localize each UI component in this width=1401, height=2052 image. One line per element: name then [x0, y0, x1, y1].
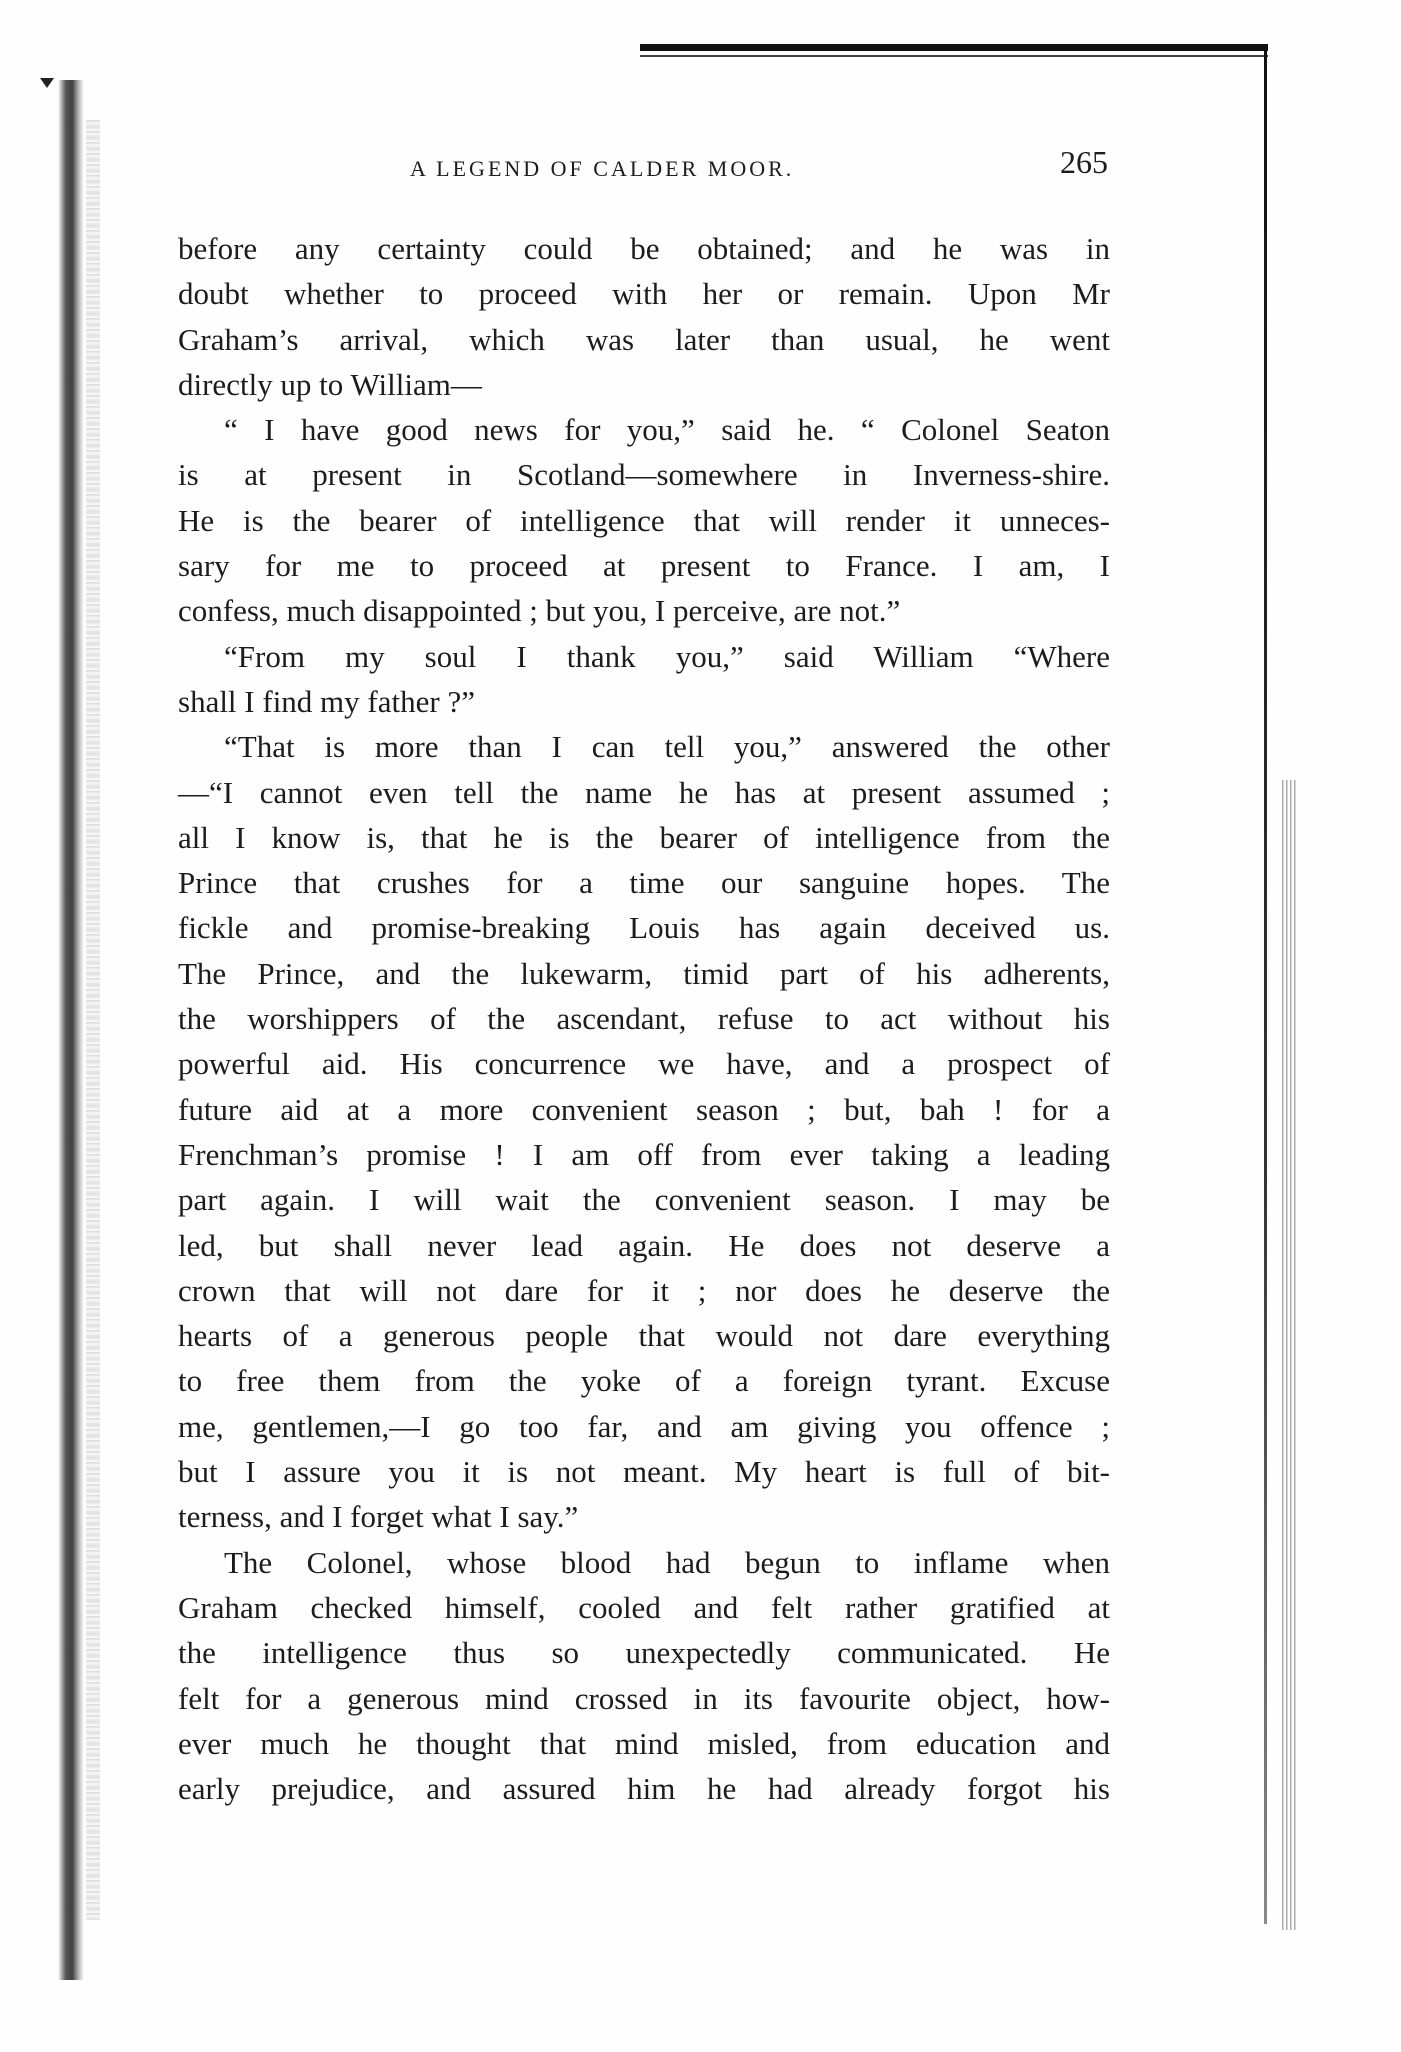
- text-line: before any certainty could be obtained; and he was in: [178, 231, 1110, 266]
- text-line: fickle and promise-breaking Louis has again deceived us.: [178, 910, 1110, 946]
- text-line: but I assure you it is not meant. My heart is full of bit-: [178, 1454, 1110, 1490]
- text-line: felt for a generous mind crossed in its favourite object, how-: [178, 1680, 1110, 1716]
- text-line: Graham checked himself, cooled and felt rather gratified at: [178, 1589, 1110, 1625]
- text-line: doubt whether to proceed with her or remain. Upon Mr: [178, 276, 1110, 312]
- text-line: all I know is, that he is the bearer of intelligence from the: [178, 819, 1110, 855]
- text-line: “ I have good news for you,” said he. “ Colonel Seaton: [224, 412, 1110, 448]
- text-line: He is the bearer of intelligence that will render it unneces-: [178, 502, 1110, 538]
- text-line: Prince that crushes for a time our sanguine hopes. The: [178, 865, 1110, 901]
- right-page-edge: [1264, 44, 1267, 1924]
- text-line: future aid at a more convenient season ; but, bah ! for a: [178, 1091, 1110, 1127]
- text-line: The Prince, and the lukewarm, timid part of his adherents,: [178, 955, 1110, 991]
- gutter-mark: [40, 78, 54, 88]
- body-text: [178, 226, 1110, 1811]
- text-line: The Colonel, whose blood had begun to inflame when: [224, 1544, 1110, 1580]
- binding-gutter-shadow: [58, 80, 84, 1980]
- binding-gutter-speckle: [86, 120, 100, 1920]
- text-line: part again. I will wait the convenient season. I may be: [178, 1182, 1110, 1218]
- text-line: is at present in Scotland—somewhere in Inverness-shire.: [178, 457, 1110, 493]
- text-line: shall I find my father ?”: [178, 683, 475, 719]
- text-line: powerful aid. His concurrence we have, and a prospect of: [178, 1046, 1110, 1082]
- page-header: [178, 144, 1108, 194]
- top-edge-rule: [640, 44, 1268, 51]
- text-line: crown that will not dare for it ; nor does he deserve the: [178, 1272, 1110, 1308]
- text-line: Graham’s arrival, which was later than usual, he went: [178, 321, 1110, 357]
- text-line: hearts of a generous people that would not dare everything: [178, 1318, 1110, 1354]
- text-line: —“I cannot even tell the name he has at present assumed ;: [178, 774, 1110, 810]
- text-line: “From my soul I thank you,” said William “Where: [224, 638, 1110, 674]
- text-line: the worshippers of the ascendant, refuse to act without his: [178, 1001, 1110, 1037]
- text-line: sary for me to proceed at present to France. I am, I: [178, 548, 1110, 584]
- text-line: ever much he thought that mind misled, from education and: [178, 1725, 1110, 1761]
- text-line: the intelligence thus so unexpectedly communicated. He: [178, 1635, 1110, 1671]
- right-page-edge-texture: [1282, 780, 1296, 1930]
- text-line: to free them from the yoke of a foreign tyrant. Excuse: [178, 1363, 1110, 1399]
- text-line: Frenchman’s promise ! I am off from ever taking a leading: [178, 1136, 1110, 1172]
- top-edge-rule-thin: [640, 55, 1268, 57]
- text-line: “That is more than I can tell you,” answered the other: [224, 729, 1110, 765]
- text-line: directly up to William—: [178, 366, 482, 402]
- text-line: early prejudice, and assured him he had already forgot his: [178, 1771, 1110, 1807]
- text-line: terness, and I forget what I say.”: [178, 1499, 579, 1535]
- text-line: led, but shall never lead again. He does not deserve a: [178, 1227, 1110, 1263]
- running-head: A LEGEND OF CALDER MOOR.: [410, 156, 795, 181]
- page-number: 265: [1060, 144, 1108, 180]
- text-line: confess, much disappointed ; but you, I perceive, are not.”: [178, 593, 901, 629]
- text-line: me, gentlemen,—I go too far, and am giving you offence ;: [178, 1408, 1110, 1444]
